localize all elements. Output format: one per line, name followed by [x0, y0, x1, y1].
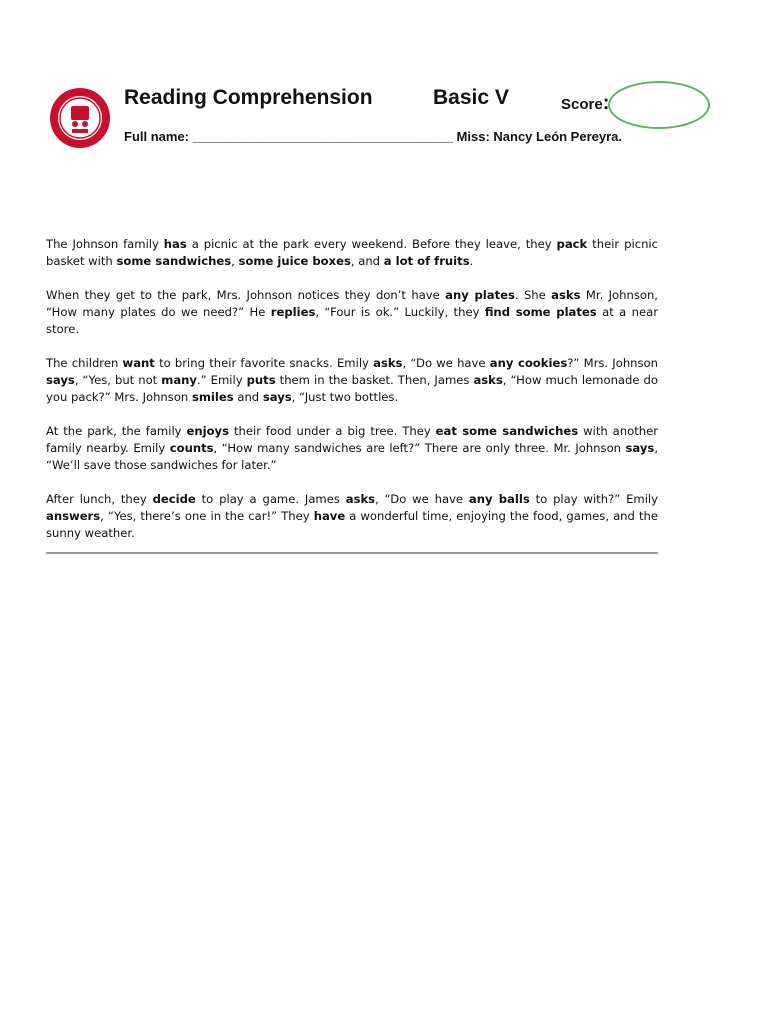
keyword: eat some sandwiches [435, 424, 579, 438]
keyword: some sandwiches [116, 254, 232, 268]
keyword: pack [556, 237, 588, 251]
keyword: have [313, 509, 346, 523]
keyword: puts [246, 373, 276, 387]
score-label: Score: [561, 92, 610, 114]
story-paragraph: The children want to bring their favorite snacks. Emily asks, “Do we have any cookies?” Mrs. Johnson says, “Yes, but not many.” Emily puts them in the basket. Then, James asks, “How much lemonade do you pack?” Mrs. Johnson smiles and says, “Just two bottles. [46, 356, 658, 404]
keyword: a lot of fruits [383, 254, 470, 268]
keyword: want [122, 356, 155, 370]
keyword: asks [551, 288, 581, 302]
keyword: find some plates [484, 305, 597, 319]
keyword: answers [46, 509, 101, 523]
keyword: any balls [468, 492, 530, 506]
divider-line [46, 552, 658, 554]
story-paragraph: When they get to the park, Mrs. Johnson notices they don’t have any plates. She asks Mr. Johnson, “How many plates do we need?” He replies, “Four is ok.” Luckily, they find some plates at a near store. [46, 288, 658, 336]
score-oval [608, 81, 710, 129]
keyword: decide [152, 492, 196, 506]
keyword: smiles [191, 390, 234, 404]
keyword: says [46, 373, 75, 387]
keyword: asks [373, 356, 403, 370]
keyword: says [262, 390, 292, 404]
keyword: says [625, 441, 655, 455]
story-paragraph: The Johnson family has a picnic at the park every weekend. Before they leave, they pack their picnic basket with some sandwiches, some juice boxes, and a lot of fruits. [46, 237, 659, 268]
level-label: Basic V [433, 86, 509, 109]
keyword: enjoys [186, 424, 229, 438]
teacher-name: Miss: Nancy León Pereyra. [456, 129, 623, 144]
keyword: many [161, 373, 197, 387]
info-row [124, 129, 622, 144]
keyword: counts [169, 441, 214, 455]
keyword: some juice boxes [238, 254, 351, 268]
keyword: asks [345, 492, 376, 506]
school-crest-logo [48, 86, 112, 150]
keyword: replies [270, 305, 316, 319]
keyword: asks [473, 373, 503, 387]
keyword: any cookies [489, 356, 568, 370]
keyword: has [163, 237, 187, 251]
story-paragraph: After lunch, they decide to play a game. James asks, “Do we have any balls to play with?” Emily answers, “Yes, there’s one in the car!” They have a wonderful time, enjoying the food, games, and the sunny weather. [46, 492, 659, 540]
full-name-label: Full name: [124, 129, 190, 144]
keyword: any plates [445, 288, 515, 302]
full-name-line: ____________________________________ [192, 129, 453, 144]
story-text [46, 236, 658, 559]
story-paragraph: At the park, the family enjoys their food under a big tree. They eat some sandwiches with another family nearby. Emily counts, “How many sandwiches are left?” There are only three. Mr. Johnson says, “We’ll save those sandwiches for later.” [46, 424, 659, 472]
page-title: Reading Comprehension [124, 86, 373, 109]
